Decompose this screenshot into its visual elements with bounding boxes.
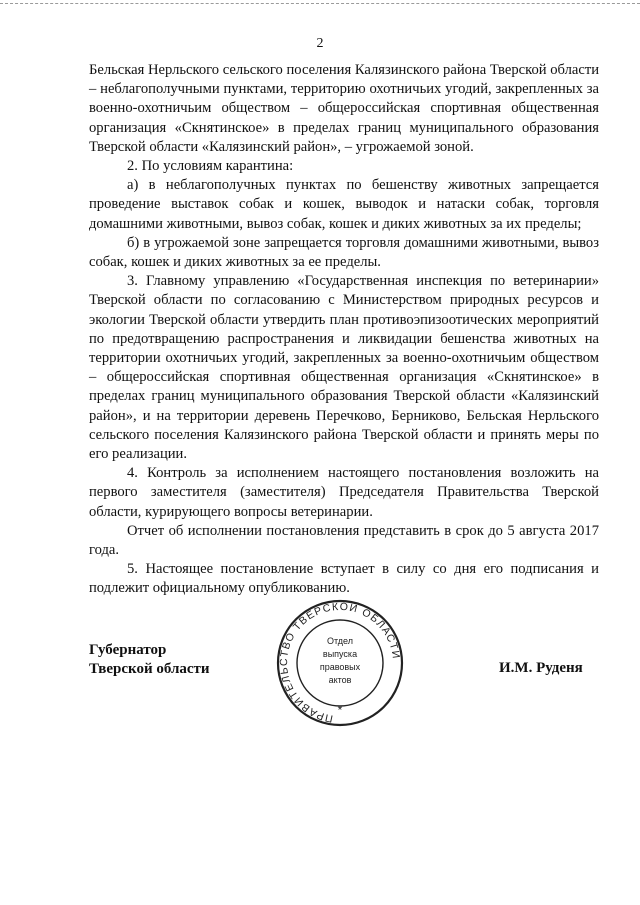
document-body	[89, 61, 599, 599]
stamp-center-line1: Отдел	[326, 636, 354, 646]
official-stamp	[268, 597, 412, 727]
signer-name: И.М. Руденя	[499, 660, 583, 676]
stamp-star: *	[337, 703, 343, 717]
paragraph-item-4: 4. Контроль за исполнением настоящего постановления возложить на первого заместителя (заместителя) Председателя Правительства Тверской области, курирующего вопросы ветеринарии.	[89, 465, 599, 520]
stamp-graphic	[268, 597, 412, 727]
top-edge-rule	[0, 3, 640, 5]
signatory-title-line2: Тверской области	[89, 661, 210, 677]
stamp-center-line4: актов	[328, 675, 352, 685]
stamp-center-line3: правовых	[319, 662, 361, 672]
signatory-title	[89, 641, 210, 679]
paragraph-item-3: 3. Главному управлению «Государственная инспекция по ветеринарии» Тверской области по согласованию с Министерством природных ресурсов и экологии Тверской области утвердить план противоэпизоотических мероприятий по предотвращению распространения и ликвидации бешенства животных на территории охотничьих угодий, закрепленных за военно-охотничьим обществом – общероссийская спортивная общественная организация «Скнятинское» в пределах границ муниципального образования Тверской области «Калязинский район», и на территории деревень Перечково, Берниково, Бельская Нерльского сельского поселения Калязинского района Тверской области и принять меры по его реализации.	[89, 273, 599, 463]
page-number: 2	[316, 36, 324, 51]
paragraph-item-2: 2. По условиям карантина:	[127, 158, 294, 175]
paragraph-continuation: Бельская Нерльского сельского поселения Калязинского района Тверской области – неблагополучными пунктами, территорию охотничьих угодий, закрепленных за военно-охотничьим обществом – общероссийская спортивная общественная организация «Скнятинское» в пределах границ муниципального образования Тверской области «Калязинский район», – угрожаемой зоной.	[89, 62, 600, 155]
stamp-ring-text: ПРАВИТЕЛЬСТВО ТВЕРСКОЙ ОБЛАСТИ	[277, 600, 403, 725]
stamp-center-line2: выпуска	[322, 649, 358, 659]
paragraph-report-deadline: Отчет об исполнении постановления представить в срок до 5 августа 2017 года.	[89, 522, 599, 559]
paragraph-item-2b: б) в угрожаемой зоне запрещается торговля домашними животными, вывоз собак, кошек и диких животных за ее пределы.	[89, 234, 599, 271]
paragraph-item-2a: а) в неблагополучных пунктах по бешенству животных запрещается проведение выставок собак и кошек, выводок и натаски собак, торговля домашними животными, вывоз собак, кошек и диких животных за их пределы;	[89, 177, 599, 232]
paragraph-item-5: 5. Настоящее постановление вступает в силу со дня его подписания и подлежит официальному опубликованию.	[89, 561, 599, 597]
signatory-title-line1: Губернатор	[89, 642, 167, 658]
